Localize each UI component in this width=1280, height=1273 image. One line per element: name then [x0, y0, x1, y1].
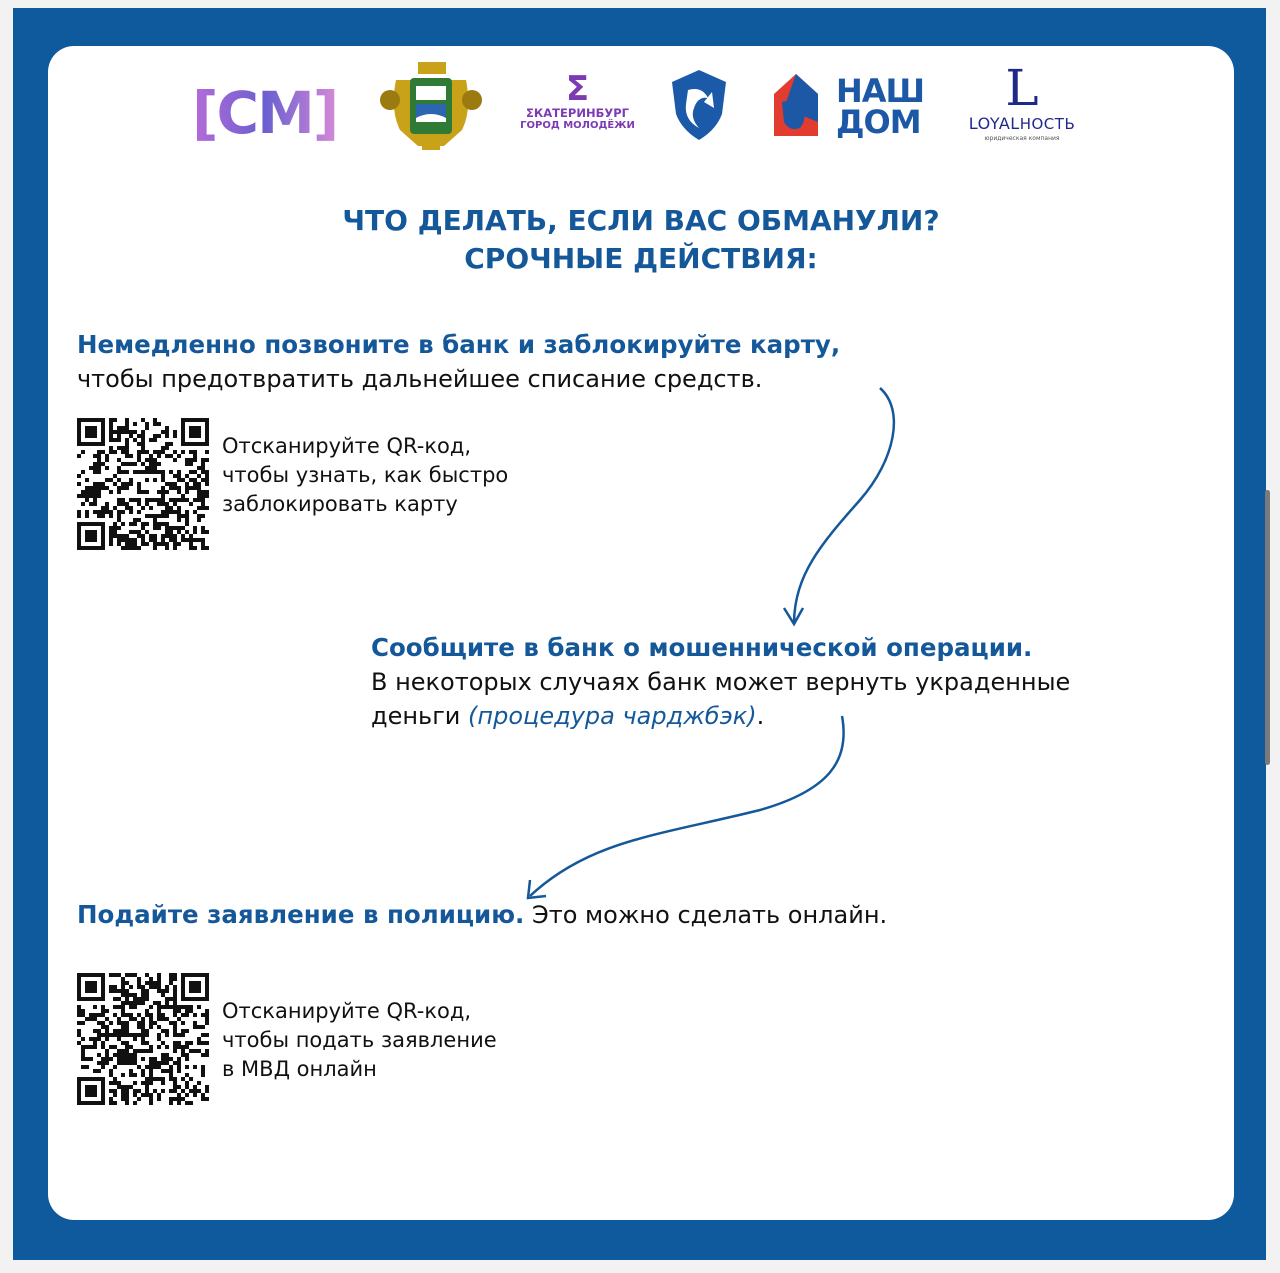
step1-bold: Немедленно позвоните в банк и заблокируйте карту,	[77, 330, 841, 359]
chargeback-note: (процедура чарджбэк)	[468, 702, 757, 730]
arrow-step1-to-step2	[794, 388, 894, 622]
step2-bold: Сообщите в банк о мошеннической операции.	[371, 633, 1033, 662]
ekb-sigma-icon: Ʃ	[565, 69, 590, 109]
step3-text: Подайте заявление в полицию. Это можно сделать онлайн.	[77, 900, 888, 929]
qr2-caption-line2: чтобы подать заявление	[222, 1028, 497, 1052]
ekb-logo-line2: ГОРОД МОЛОДЁЖИ	[520, 120, 635, 131]
loyal-subtitle: юридическая компания	[984, 135, 1060, 142]
qr2-caption-line3: в МВД онлайн	[222, 1057, 377, 1081]
sm-logo: [СМ]	[192, 79, 338, 147]
loyal-letter-icon: L	[1005, 59, 1039, 117]
loyal-wordmark: LOYALНОСТЬ	[968, 114, 1076, 133]
qr2-caption-line1: Отсканируйте QR-код,	[222, 999, 472, 1023]
arrow-step2-to-step3	[530, 716, 844, 896]
nash-dom-line1: НАШ	[836, 72, 925, 110]
ekb-logo-line1: ƩКАТЕРИНБУРГ	[526, 106, 629, 120]
step2-line3: деньги (процедура чарджбэк).	[371, 702, 765, 730]
qr1-caption-line2: чтобы узнать, как быстро	[222, 463, 509, 487]
heading-line2: СРОЧНЫЕ ДЕЙСТВИЯ:	[464, 242, 818, 275]
nash-dom-line2: ДОМ	[836, 103, 921, 141]
step1-text: чтобы предотвратить дальнейшее списание средств.	[77, 365, 763, 393]
qr1-caption-line3: заблокировать карту	[222, 492, 458, 516]
heading-line1: ЧТО ДЕЛАТЬ, ЕСЛИ ВАС ОБМАНУЛИ?	[342, 204, 940, 237]
qr1-caption-line1: Отсканируйте QR-код,	[222, 434, 472, 458]
step2-line2: В некоторых случаях банк может вернуть украденные	[371, 668, 1071, 696]
